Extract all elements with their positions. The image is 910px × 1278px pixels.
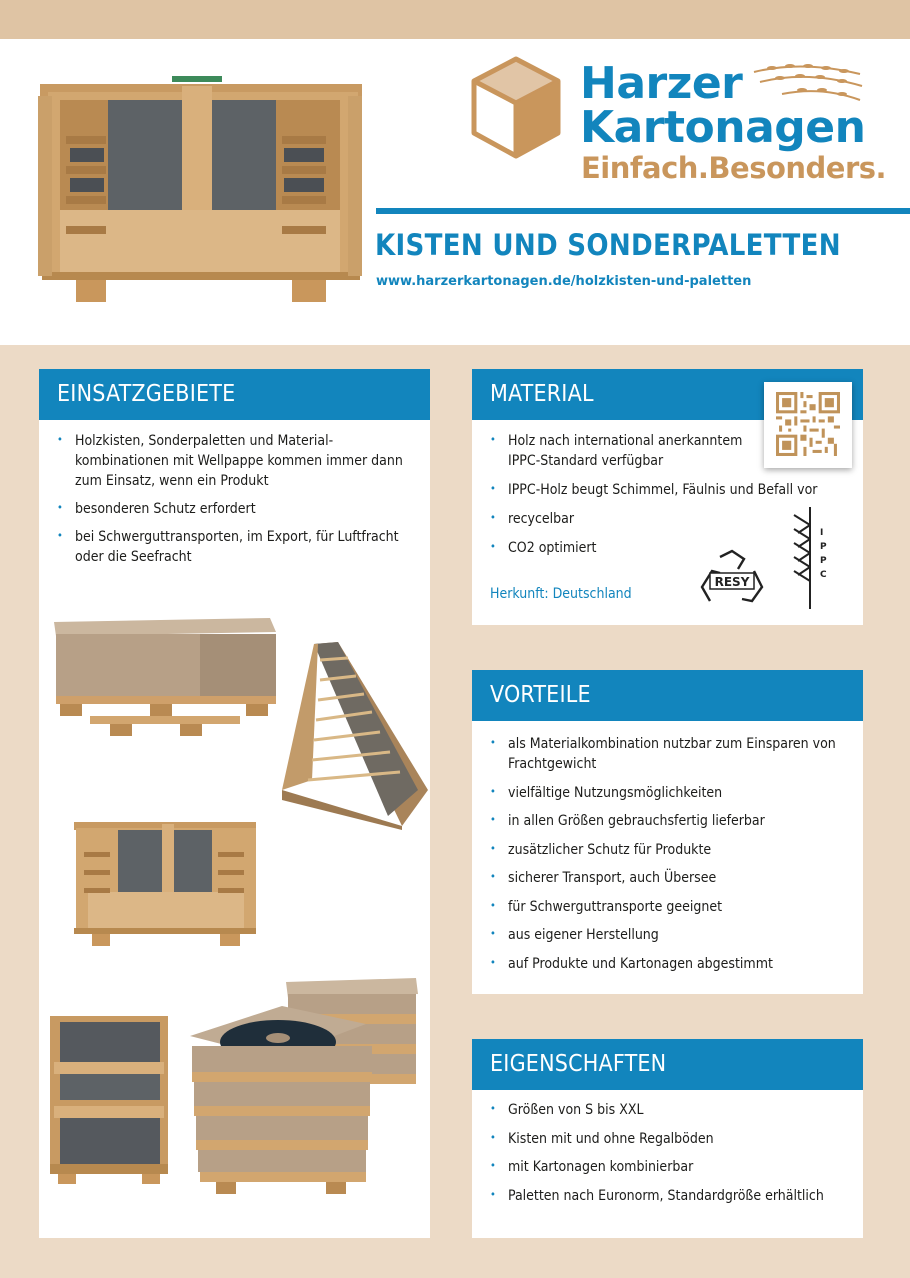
header-rule [376,208,910,214]
list-item: • Holzkisten, Sonderpaletten und Material-kombinationen mit Wellpappe kommen immer dann zum Einsatz, wenn ein Produkt [57,431,407,491]
list-item: • für Schwerguttransporte geeignet [490,897,850,917]
list-item: • IPPC-Holz beugt Schimmel, Fäulnis und Befall vor [490,480,830,500]
crate-photo-main [30,76,370,306]
qr-code-icon [776,392,840,456]
list-item: • vielfältige Nutzungsmöglichkeiten [490,783,850,803]
brand-name-line1: Harzer [580,58,743,109]
page-url[interactable]: www.harzerkartonagen.de/holzkisten-und-paletten [376,274,752,289]
cardboard-pallet-photo [50,614,280,742]
resy-label: RESY [714,575,750,589]
list-item: • bei Schwerguttransporten, im Export, für Luftfracht oder die Seefracht [57,527,407,567]
vorteile-heading: VORTEILE [472,670,863,721]
ippc-letter: P [820,542,827,552]
list-item: • Paletten nach Euronorm, Standardgröße erhältlich [490,1186,850,1206]
shelf-crate-photo [48,1014,170,1184]
list-item: • als Materialkombination nutzbar zum Einsparen von Frachtgewicht [490,734,850,774]
list-item: • recycelbar [490,509,830,529]
cube-icon [470,55,562,160]
vorteile-list [490,734,850,974]
ippc-icon [784,505,834,611]
resy-recycling-icon [698,549,766,611]
ippc-letter: P [820,556,827,566]
list-item: • sicherer Transport, auch Übersee [490,868,850,888]
eigenschaften-list [490,1100,850,1206]
ippc-letter: C [820,570,827,580]
open-crate-photo [70,818,260,948]
qr-code[interactable] [764,382,852,468]
brand-name-line2: Kartonagen [580,102,866,153]
list-item: • besonderen Schutz erfordert [57,499,407,519]
top-band [0,0,910,39]
einsatzgebiete-heading: EINSATZGEBIETE [39,369,430,420]
eigenschaften-heading: EIGENSCHAFTEN [472,1039,863,1090]
eigenschaften-card [472,1039,863,1238]
list-item: • aus eigener Herstellung [490,925,850,945]
list-item: • Kisten mit und ohne Regalböden [490,1129,850,1149]
list-item: • CO2 optimiert [490,538,830,558]
vorteile-card [472,670,863,994]
herkunft-text: Herkunft: Deutschland [490,586,632,602]
material-heading: MATERIAL [472,369,863,420]
list-item: • mit Kartonagen kombinierbar [490,1157,850,1177]
einsatzgebiete-list [57,431,407,567]
list-item: • Größen von S bis XXL [490,1100,850,1120]
list-item: • zusätzlicher Schutz für Produkte [490,840,850,860]
list-item: • Holz nach international anerkanntem IPPC-Standard verfügbar [490,431,760,471]
brand-tagline: Einfach.Besonders. [581,151,887,185]
stacked-pallets-photo [186,976,420,1196]
page-title: KISTEN UND SONDERPALETTEN [375,228,841,262]
list-item: • in allen Größen gebrauchsfertig lieferbar [490,811,850,831]
ippc-letter: I [820,528,824,538]
list-item: • auf Produkte und Kartonagen abgestimmt [490,954,850,974]
long-crate-photo [278,640,428,830]
